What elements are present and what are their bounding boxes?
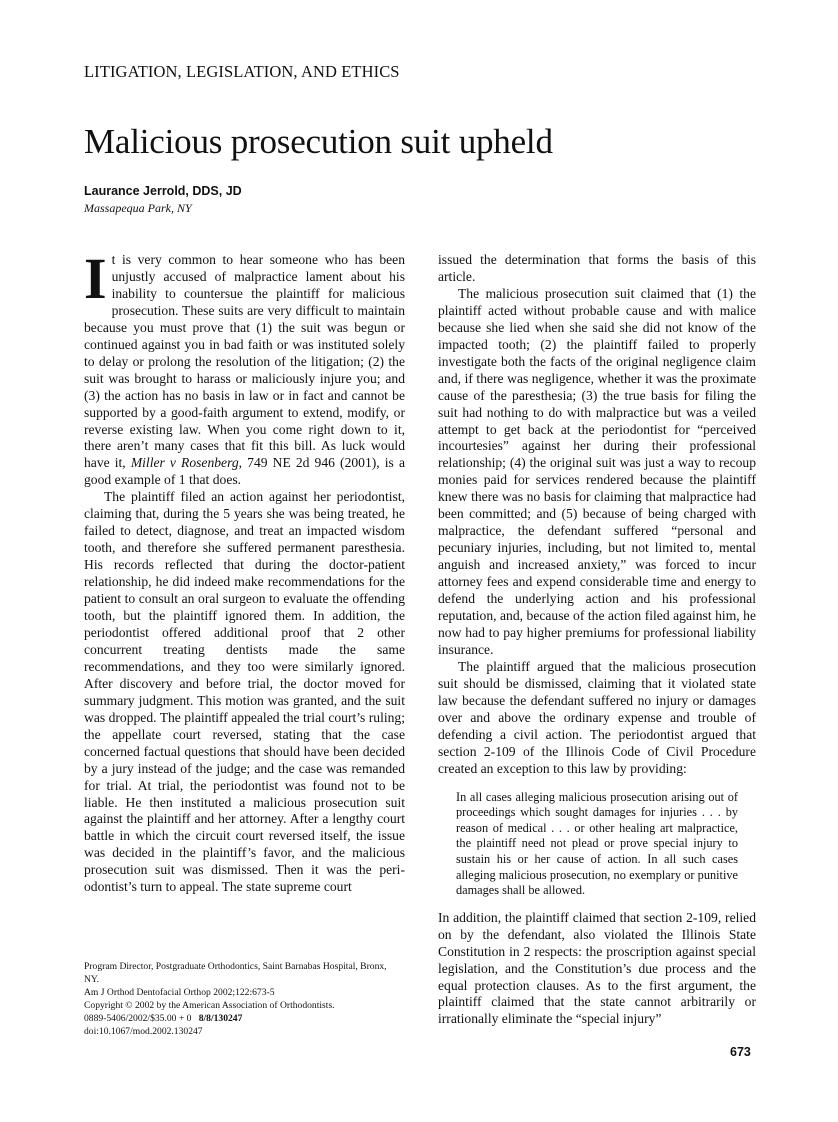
footnote xyxy=(84,960,414,1039)
left-column xyxy=(84,246,405,896)
footnote-code: 8/8/130247 xyxy=(198,1013,243,1025)
footnote-price-line xyxy=(84,1012,414,1025)
statute-quote: In all cases alleging malicious prosecution arising out of proceedings which sought damages for injuries . . . by reason of medical . . . or other healing art malpractice, the plaintiff need not plead or prove special injury to sustain his or her cause of action. In all such cases alleging malicious prosecution, no exemplary or punitive damages shall be allowed. xyxy=(456,789,738,898)
author-name: Laurance Jerrold, DDS, JD xyxy=(84,184,242,198)
paragraph-arguments: The plaintiff argued that the malicious prosecution suit should be dismissed, claiming that it violated state law because the defendant suffered no injury or damages over and above the ordinary expense and trouble of defending a civil action. The periodontist argued that section 2-109 of the Illinois Code of Civil Procedure created an exception to this law by providing: xyxy=(438,658,756,776)
paragraph-continuation: issued the determination that forms the basis of this article. xyxy=(438,252,756,284)
author-affiliation: Massapequa Park, NY xyxy=(84,201,192,215)
paragraph-facts: The plaintiff filed an action against her periodontist, claiming that, during the 5 years she was being treated, he failed to detect, diagnose, and treat an impacted wisdom tooth, and therefore she suffered permanent paresthesia. His records reflected that during the doctor-patient relationship, he did indeed make recommendations for the patient to consult an oral surgeon to evaluate the offending tooth, but the plaintiff ignored them. In addition, the periodontist offered additional proof that 2 other concurrent treating dentists made the same recommendations, and they too were similarly ignored. After discovery and before trial, the doctor moved for summary judgment. This motion was granted, and the suit was dropped. The plaintiff appealed the trial court’s ruling; the appellate court reversed, stating that the case concerned factual questions that should have been decided by a jury instead of the judge; and the case was remanded for trial. At trial, the periodontist was found not to be liable. He then instituted a malicious prosecution suit against the plaintiff and her attorney. After a lengthy court battle in which the circuit court reversed itself, the issue was decided in the plaintiff’s favor, and the malicious prosecution suit was dismissed. Then it was the periodontist’s turn to appeal. The state supreme court xyxy=(84,489,405,895)
page-number: 673 xyxy=(730,1045,751,1059)
intro-text-b: , 749 NE 2d 946 (2001), is a good example of 1 that does. xyxy=(84,455,405,488)
paragraph-intro xyxy=(84,246,405,489)
intro-text-a: t is very common to hear someone who has been unjustly accused of malpractice lament about his inability to countersue the plaintiff for malicious prosecution. These suits are very difficult to maintain because you must prove that (1) the suit was begun or continued against you in bad faith or was instituted solely to delay or prolong the resolution of the litigation; (2) the suit was brought to harass or maliciously injure you; and (3) the action has no basis in law or in fact and cannot be supported by a good-faith argument to extend, modify, or reverse existing law. When you come right down to it, there aren’t many cases that fit this bill. As luck would have it, xyxy=(84,252,405,471)
section-header: LITIGATION, LEGISLATION, AND ETHICS xyxy=(84,62,400,81)
footnote-copyright: Copyright © 2002 by the American Association of Orthodontists. xyxy=(84,1000,335,1012)
drop-cap: I xyxy=(84,246,107,311)
article-title: Malicious prosecution suit upheld xyxy=(84,122,553,161)
paragraph-claims: The malicious prosecution suit claimed that (1) the plaintiff acted without probable cause and with malice because she lied when she said she did not know of the impacted tooth; (2) the plaintiff failed to properly investigate both the facts of the original negligence claim and, if there was negligence, whether it was the proximate cause of the paresthesia; (3) the true basis for filing the suit had nothing to do with malpractice but was a veiled attempt to get back at the periodontist for “perceived incourtesies” against her during their professional relationship; (4) the original suit was just a way to recoup monies paid for services rendered because the plaintiff knew there was no basis for claiming that malpractice had been committed; and (5) because of being charged with malpractice, the defendant suffered “personal and pecuniary injuries, including, but not limited to, mental anguish and increased anxiety,” was forced to incur attorney fees and expend considerable time and energy to defend the underlying action and his professional reputation, and, because of the action filed against him, he now had to pay higher premiums for professional liability insurance. xyxy=(438,285,756,657)
footnote-citation: Am J Orthod Dentofacial Orthop 2002;122:673-5 xyxy=(84,987,275,999)
paragraph-constitution: In addition, the plaintiff claimed that section 2-109, relied on by the defendant, also violated the Illinois State Constitution in 2 respects: the proscription against special legislation, and the Constitution’s due process and the equal protection clauses. As to the first argument, the plaintiff claimed that the state cannot arbitrarily or irrationally eliminate the “special injury” xyxy=(438,909,756,1027)
footnote-price: 0889-5406/2002/$35.00 + 0 xyxy=(84,1013,192,1025)
right-column xyxy=(438,252,756,1028)
footnote-doi: doi:10.1067/mod.2002.130247 xyxy=(84,1026,203,1038)
footnote-affiliation-2: NY. xyxy=(84,974,100,986)
case-citation: Miller v Rosenberg xyxy=(130,455,239,471)
footnote-affiliation-1: Program Director, Postgraduate Orthodontics, Saint Barnabas Hospital, Bronx, xyxy=(84,961,387,972)
